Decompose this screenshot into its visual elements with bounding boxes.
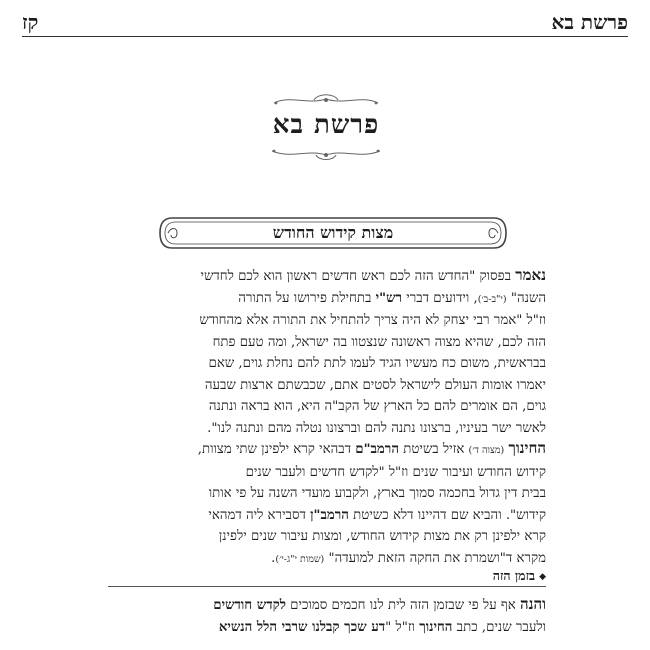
subheading-rule	[108, 586, 546, 587]
text-line: השנה" (י"ב-ב׳), וידועים דברי רש"י בתחילת פירושו על התורה	[238, 290, 546, 306]
citation: (י"ב-ב׳)	[477, 293, 507, 305]
text-line: נאמר בפסוק "החדש הזה לכם ראש חדשים ראשון הוא לכם לחדשי	[200, 266, 546, 284]
text-line: בבראשית, משום כח מעשיו הגיד לעמו לתת להם נחלת גוים, שאם	[208, 356, 546, 371]
text-line: גוים, הם אומרים להם כל הארץ של הקב"ה היא, הוא בראה ונתנה	[208, 399, 546, 414]
section-banner	[158, 216, 508, 250]
text-line: בבית דין גדול בחכמה סמוך בארץ, ולקבוע מועדי השנה על פי אותו	[208, 486, 546, 501]
flourish-top-icon	[268, 92, 384, 108]
paragraph-1	[108, 265, 546, 439]
text-line: לאשר ישר בעיניו, ברצונו נתנה להם וברצונו נטלה מהם ונתנה לנו".	[207, 420, 546, 436]
chapter-title: פרשת בא	[272, 110, 380, 140]
text-line: החינוך (מצוה ד׳) אזיל בשיטת הרמב"ם דבהאי קרא ילפינן שתי מצוות,	[197, 439, 546, 457]
citation: (מצוה ד׳)	[468, 445, 505, 456]
text-line: והנה אף על פי שבזמן הזה לית לנו חכמים סמוכים לקדש חודשים	[213, 595, 546, 613]
text-line: ולעבר שנים, כתב החינוך וז"ל "דע שכך קבלנו שרבי הלל הנשיא	[218, 619, 546, 635]
paragraph-2	[108, 438, 546, 570]
text-line: קרא ילפינן רק את מצות קידוש החודש, ומצות עיבור שנים ילפינן	[218, 529, 546, 544]
chapter-title-block	[248, 92, 404, 162]
diamond-bullet-icon: ◆	[539, 572, 546, 582]
flourish-bottom-icon	[268, 146, 384, 162]
section-title: מצות קידוש החודש	[272, 223, 394, 242]
text-line: הזה לכם, שהיא מצוה ראשונה שנצטוו בה ישראל, ומה טעם פתח	[212, 334, 546, 350]
running-header	[22, 6, 628, 40]
running-title: פרשת בא	[551, 10, 628, 34]
text-line: יאמרו אומות העולם לישראל לסטים אתם, שכבשתם ארצות שבעה	[204, 377, 546, 393]
text-line: וז"ל "אמר רבי יצחק לא היה צריך להתחיל את התורה אלא מהחודש	[199, 313, 546, 328]
citation: (שמות י"ג-י׳)	[275, 553, 325, 565]
text-line: קידוש החודש ועיבור שנים וז"ל "לקדש חדשים ולעבר שנים	[245, 464, 546, 480]
page-number: קז	[22, 10, 39, 34]
subheading: ◆בזמן הזה	[492, 568, 546, 583]
paragraph-3	[108, 594, 546, 638]
header-rule	[22, 36, 628, 37]
text-line: קידוש". והביא שם דהיינו דלא כשיטת הרמב"ן דסבירא ליה דמהאי	[208, 507, 546, 523]
text-line: מקרא ד"ושמרת את החקה הזאת למועדה" (שמות י"ג-י׳).	[271, 550, 546, 566]
